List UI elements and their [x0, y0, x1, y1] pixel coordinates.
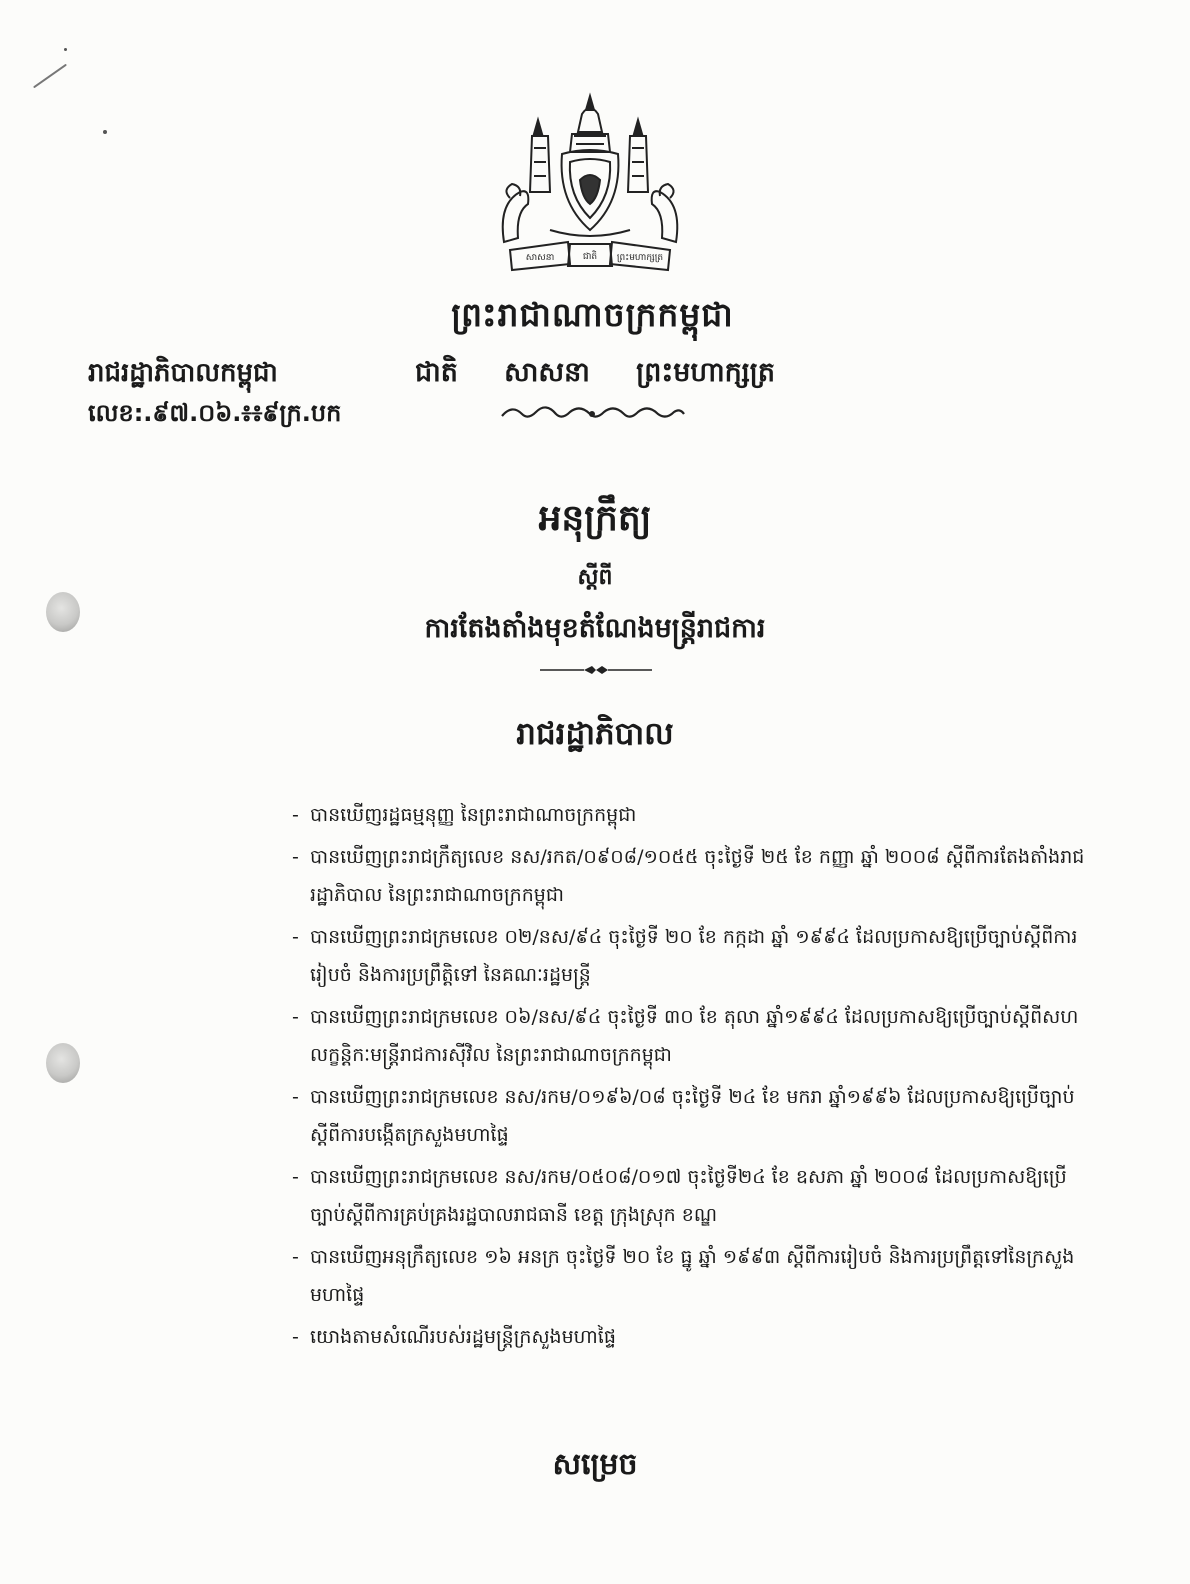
- about-label: ស្តីពី: [577, 565, 613, 590]
- list-item: [292, 838, 1092, 914]
- list-item: [292, 1158, 1092, 1234]
- scan-speck: [33, 64, 67, 89]
- clause-text: បានឃើញព្រះរាជក្រឹត្យលេខ នស/រកត/០៩០៨/១០៥៥ ចុះថ្ងៃទី ២៥ ខែ កញ្ញា ឆ្នាំ ២០០៨ ស្តីពីការតែងតាំងរាជរដ្ឋាភិបាល នៃព្រះរាជាណាចក្រកម្ពុជា: [310, 846, 1085, 906]
- motto-religion: សាសនា: [504, 357, 590, 388]
- clause-marker: -: [292, 926, 299, 948]
- ornament-divider-icon: [498, 400, 688, 426]
- list-item: [292, 1238, 1092, 1314]
- list-item: [292, 1078, 1092, 1154]
- clause-text: បានឃើញអនុក្រឹត្យលេខ ១៦ អនក្រ ចុះថ្ងៃទី ២០ ខែ ធ្នូ ឆ្នាំ ១៩៩៣ ស្តីពីការរៀបចំ និងការប្រព្រឹត្តទៅនៃក្រសួងមហាផ្ទៃ: [310, 1246, 1075, 1306]
- emblem-label: ជាតិ: [582, 252, 598, 262]
- reference-number: លេខ:.៩៧.០៦.៖៖៩ក្រ.បក: [88, 399, 342, 427]
- issuer-title: រាជរដ្ឋាភិបាល: [516, 716, 674, 752]
- clause-marker: -: [292, 1166, 299, 1188]
- clause-marker: -: [292, 804, 299, 826]
- preamble-clause-list: [292, 796, 1092, 1360]
- clause-marker: -: [292, 1326, 299, 1348]
- list-item: [292, 796, 1092, 834]
- punch-hole-top: [46, 592, 80, 632]
- national-motto: [415, 356, 775, 395]
- document-type: អនុក្រឹត្យ: [538, 498, 652, 539]
- clause-text: បានឃើញព្រះរាជក្រមលេខ ០៦/នស/៩៤ ចុះថ្ងៃទី ៣០ ខែ តុលា ឆ្នាំ១៩៩៤ ដែលប្រកាសឱ្យប្រើច្បាប់ស្តីពីសហលក្ខន្តិកៈមន្ត្រីរាជការស៊ីវិល នៃព្រះរាជាណាចក្រកម្ពុជា: [310, 1006, 1079, 1066]
- clause-text: បានឃើញរដ្ឋធម្មនុញ្ញ នៃព្រះរាជាណាចក្រកម្ពុជា: [310, 804, 637, 826]
- document-subject: ការតែងតាំងមុខតំណែងមន្ត្រីរាជការ: [424, 613, 766, 644]
- scan-speck: [64, 48, 67, 51]
- clause-text: យោងតាមសំណើរបស់រដ្ឋមន្ត្រីក្រសួងមហាផ្ទៃ: [310, 1326, 616, 1348]
- clause-marker: -: [292, 1006, 299, 1028]
- scan-speck: [103, 130, 107, 134]
- emblem-label: សាសនា: [525, 253, 555, 263]
- motto-nation: ជាតិ: [415, 357, 458, 388]
- decision-heading: សម្រេច: [552, 1447, 638, 1482]
- list-item: [292, 998, 1092, 1074]
- clause-text: បានឃើញព្រះរាជក្រមលេខ នស/រកម/០១៩៦/០៨ ចុះថ្ងៃទី ២៤ ខែ មករា ឆ្នាំ១៩៩៦ ដែលប្រកាសឱ្យប្រើច្បាប់ស្តីពីការបង្កើតក្រសួងមហាផ្ទៃ: [310, 1086, 1075, 1146]
- list-item: [292, 918, 1092, 994]
- clause-marker: -: [292, 846, 299, 868]
- list-item: [292, 1318, 1092, 1356]
- emblem-label: ព្រះមហាក្សត្រ: [616, 253, 664, 263]
- clause-marker: -: [292, 1246, 299, 1268]
- royal-coat-of-arms-icon: [490, 92, 690, 277]
- punch-hole-bottom: [46, 1043, 80, 1083]
- clause-marker: -: [292, 1086, 299, 1108]
- clause-text: បានឃើញព្រះរាជក្រមលេខ ០២/នស/៩៤ ចុះថ្ងៃទី ២០ ខែ កក្កដា ឆ្នាំ ១៩៩៤ ដែលប្រកាសឱ្យប្រើច្បាប់ស្តីពីការរៀបចំ និងការប្រព្រឹត្តិទៅ នៃគណៈរដ្ឋមន្ត្រី: [310, 926, 1078, 986]
- motto-king: ព្រះមហាក្សត្រ: [636, 357, 775, 388]
- kingdom-title: ព្រះរាជាណាចក្រកម្ពុជា: [451, 295, 734, 334]
- section-divider-icon: [540, 664, 652, 676]
- clause-text: បានឃើញព្រះរាជក្រមលេខ នស/រកម/០៥០៨/០១៧ ចុះថ្ងៃទី២៤ ខែ ឧសភា ឆ្នាំ ២០០៨ ដែលប្រកាសឱ្យប្រើច្បាប់ស្តីពីការគ្រប់គ្រងរដ្ឋបាលរាជធានី ខេត្ត ក្រុងស្រុក ខណ្ឌ: [310, 1166, 1067, 1226]
- government-label: រាជរដ្ឋាភិបាលកម្ពុជា: [88, 358, 278, 388]
